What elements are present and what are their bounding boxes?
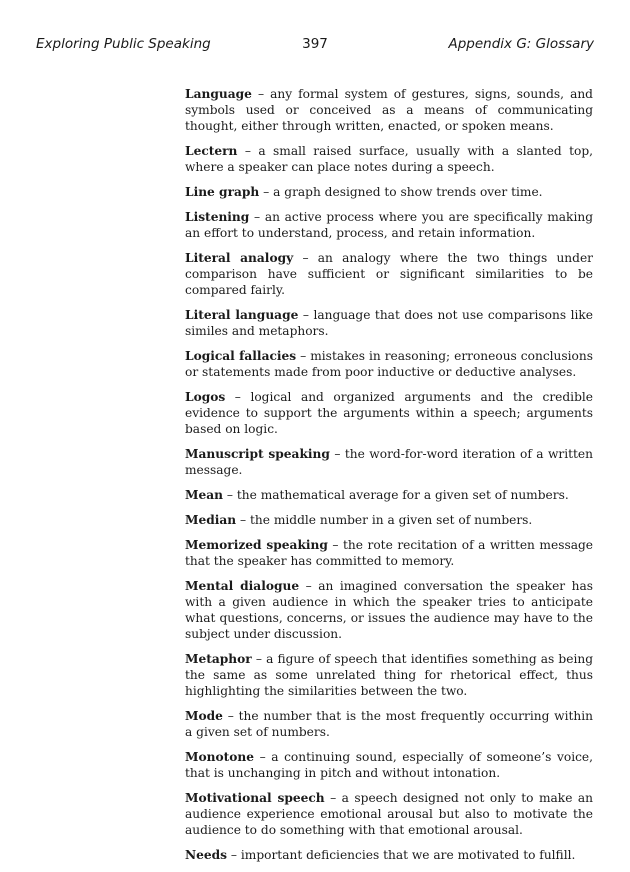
page-number: 397 bbox=[302, 36, 328, 52]
glossary-definition: – important deficiencies that we are motivated to fulfill. bbox=[227, 848, 576, 862]
glossary-term: Median bbox=[185, 513, 237, 527]
glossary-entry bbox=[185, 250, 593, 298]
glossary-definition: – the rote recitation of a written message that the speaker has committed to memory. bbox=[185, 538, 593, 568]
glossary-definition: – language that does not use comparisons like similes and metaphors. bbox=[185, 308, 593, 338]
glossary-definition: – an imagined conversation the speaker has with a given audience in which the speaker tries to anticipate what questions, concerns, or issues the audience may have to the subject under discussion. bbox=[185, 579, 593, 641]
glossary-term: Metaphor bbox=[185, 652, 252, 666]
glossary-definition: – a graph designed to show trends over time. bbox=[259, 185, 543, 199]
glossary-term: Monotone bbox=[185, 750, 254, 764]
glossary-entry bbox=[185, 790, 593, 838]
glossary-term: Motivational speech bbox=[185, 791, 325, 805]
glossary-definition: – an active process where you are specifically making an effort to understand, process, and retain information. bbox=[185, 210, 593, 240]
glossary-definition: – a speech designed not only to make an audience experience emotional arousal but also to motivate the audience to do something with that emotional arousal. bbox=[185, 791, 593, 837]
glossary-entry bbox=[185, 184, 593, 200]
section-title: Appendix G: Glossary bbox=[448, 36, 594, 52]
glossary-entry bbox=[185, 389, 593, 437]
glossary-term: Listening bbox=[185, 210, 250, 224]
glossary-term: Logos bbox=[185, 390, 226, 404]
glossary-entry bbox=[185, 512, 593, 528]
glossary-definition: – any formal system of gestures, signs, sounds, and symbols used or conceived as a means of communicating thought, either through written, enacted, or spoken means. bbox=[185, 87, 593, 133]
glossary-definition: – a continuing sound, especially of someone’s voice, that is unchanging in pitch and without intonation. bbox=[185, 750, 593, 780]
glossary-term: Lectern bbox=[185, 144, 238, 158]
page-header bbox=[36, 36, 594, 56]
glossary-entry bbox=[185, 487, 593, 503]
glossary-term: Manuscript speaking bbox=[185, 447, 330, 461]
glossary-term: Literal analogy bbox=[185, 251, 294, 265]
glossary-definition: – mistakes in reasoning; erroneous conclusions or statements made from poor inductive or deductive analyses. bbox=[185, 349, 593, 379]
glossary-list bbox=[185, 86, 593, 872]
glossary-entry bbox=[185, 348, 593, 380]
glossary-entry bbox=[185, 307, 593, 339]
glossary-entry bbox=[185, 143, 593, 175]
glossary-definition: – the middle number in a given set of numbers. bbox=[236, 513, 533, 527]
glossary-entry bbox=[185, 749, 593, 781]
glossary-definition: – the word-for-word iteration of a written message. bbox=[185, 447, 593, 477]
glossary-entry bbox=[185, 537, 593, 569]
glossary-definition: – an analogy where the two things under comparison have sufficient or significant similarities to be compared fairly. bbox=[185, 251, 593, 297]
glossary-definition: – a figure of speech that identifies something as being the same as some unrelated thing for rhetorical effect, thus highlighting the similarities between the two. bbox=[185, 652, 593, 698]
glossary-definition: – the number that is the most frequently occurring within a given set of numbers. bbox=[185, 709, 593, 739]
glossary-entry bbox=[185, 209, 593, 241]
glossary-entry bbox=[185, 708, 593, 740]
glossary-definition: – the mathematical average for a given set of numbers. bbox=[223, 488, 569, 502]
glossary-term: Needs bbox=[185, 848, 228, 862]
glossary-term: Literal language bbox=[185, 308, 299, 322]
glossary-term: Language bbox=[185, 87, 252, 101]
glossary-term: Mean bbox=[185, 488, 224, 502]
glossary-term: Mode bbox=[185, 709, 223, 723]
glossary-entry bbox=[185, 651, 593, 699]
glossary-definition: – a small raised surface, usually with a slanted top, where a speaker can place notes during a speech. bbox=[185, 144, 593, 174]
glossary-entry bbox=[185, 446, 593, 478]
glossary-term: Line graph bbox=[185, 185, 260, 199]
glossary-term: Logical fallacies bbox=[185, 349, 297, 363]
glossary-entry bbox=[185, 847, 593, 863]
glossary-definition: – logical and organized arguments and the credible evidence to support the arguments within a speech; arguments based on logic. bbox=[185, 390, 593, 436]
glossary-entry bbox=[185, 86, 593, 134]
glossary-term: Mental dialogue bbox=[185, 579, 300, 593]
glossary-entry bbox=[185, 578, 593, 642]
glossary-term: Memorized speaking bbox=[185, 538, 328, 552]
book-title: Exploring Public Speaking bbox=[36, 36, 211, 52]
